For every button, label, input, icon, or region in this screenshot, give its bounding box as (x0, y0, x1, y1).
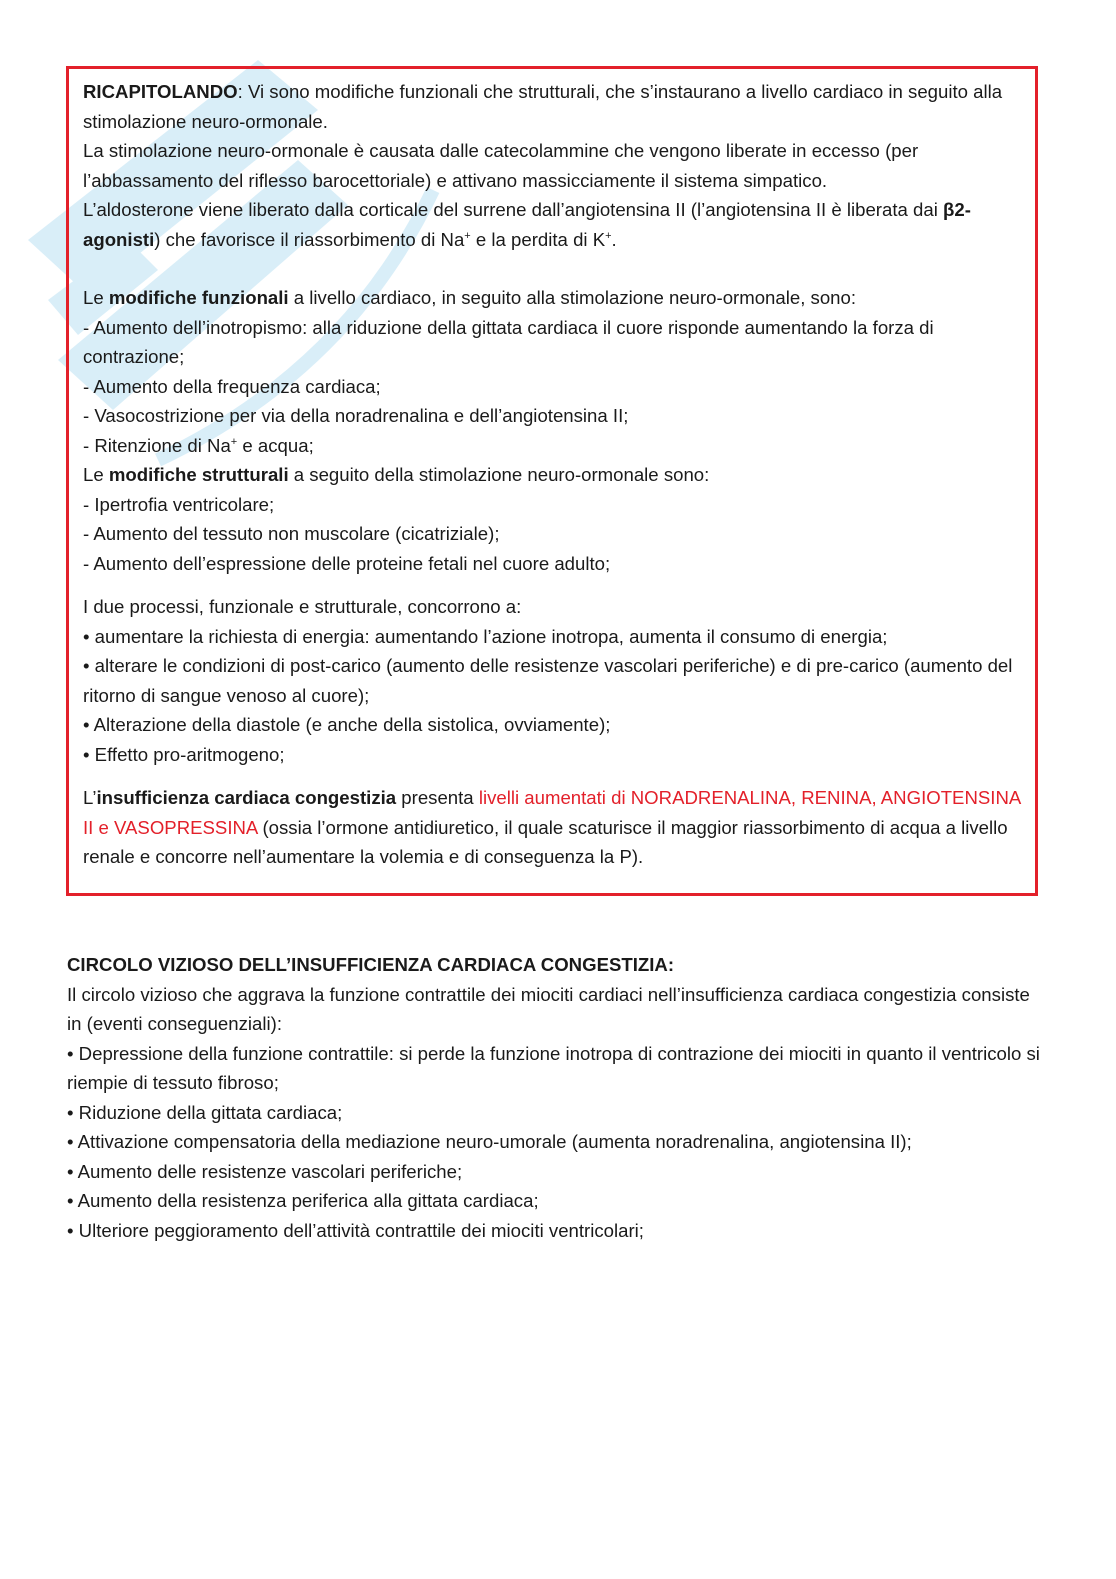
list-item: • Alterazione della diastole (e anche della sistolica, ovviamente); (83, 714, 611, 735)
icc-paragraph: L’insufficienza cardiaca congestizia presenta livelli aumentati di NORADRENALINA, RENINA, ANGIOTENSINA II e VASOPRESSINA (ossia l’ormone antidiuretico, il quale scaturisce il maggior riassorbimento di acqua a livello renale e concorre nell’aumentare la volemia e di conseguenza la P). (83, 787, 1021, 867)
list-item: • Ulteriore peggioramento dell’attività contrattile dei miociti ventricolari; (67, 1219, 644, 1241)
recap-paragraph-2: La stimolazione neuro-ormonale è causata dalle catecolammine che vengono liberate in eccesso (per l’abbassamento del riflesso barocettoriale) e attivano massicciamente il sistema simpatico. (83, 140, 919, 191)
list-item: • Attivazione compensatoria della mediazione neuro-umorale (aumenta noradrenalina, angiotensina II); (67, 1131, 912, 1152)
list-item: - Aumento della frequenza cardiaca; (83, 375, 381, 397)
list-item: - Vasocostrizione per via della noradrenalina e dell’angiotensina II; (83, 405, 629, 426)
recap-box (66, 66, 1038, 896)
list-item: - Ritenzione di Na+ e acqua; (83, 434, 314, 456)
list-item: • Depressione della funzione contrattile: si perde la funzione inotropa di contrazione dei miociti in quanto il ventricolo si riempie di tessuto fibroso; (67, 1042, 1040, 1093)
structural-intro: Le modifiche strutturali a seguito della stimolazione neuro-ormonale sono: (83, 464, 710, 485)
icc-highlight: livelli aumentati di NORADRENALINA, RENINA, ANGIOTENSINA II e VASOPRESSINA (83, 787, 1021, 838)
list-item: • Riduzione della gittata cardiaca; (67, 1101, 343, 1123)
vicious-circle-section (67, 950, 1047, 1245)
list-item: • alterare le condizioni di post-carico (aumento delle resistenze vascolari periferiche) e di pre-carico (aumento del ritorno di sangue venoso al cuore); (83, 655, 1013, 706)
recap-label: RICAPITOLANDO (83, 81, 238, 102)
functional-intro: Le modifiche funzionali a livello cardiaco, in seguito alla stimolazione neuro-ormonale, sono: (83, 287, 857, 308)
list-item: • Effetto pro-aritmogeno; (83, 743, 285, 765)
recap-paragraph-3: L’aldosterone viene liberato dalla corticale del surrene dall’angiotensina II (l’angiotensina II è liberata dai β2-agonisti) che favorisce il riassorbimento di Na+ e la perdita di K+. (83, 199, 971, 250)
list-item: - Aumento dell’inotropismo: alla riduzione della gittata cardiaca il cuore risponde aumentando la forza di contrazione; (83, 316, 934, 367)
processes-intro: I due processi, funzionale e strutturale, concorrono a: (83, 596, 522, 617)
list-item: - Ipertrofia ventricolare; (83, 493, 275, 515)
list-item: • Aumento della resistenza periferica alla gittata cardiaca; (67, 1190, 539, 1211)
list-item: • Aumento delle resistenze vascolari periferiche; (67, 1160, 463, 1182)
list-item: • aumentare la richiesta di energia: aumentando l’azione inotropa, aumenta il consumo di energia; (83, 625, 888, 647)
list-item: - Aumento del tessuto non muscolare (cicatriziale); (83, 523, 500, 544)
section-intro: Il circolo vizioso che aggrava la funzione contrattile dei miociti cardiaci nell’insufficienza cardiaca congestizia consiste in (eventi conseguenziali): (67, 983, 1030, 1034)
section-heading: CIRCOLO VIZIOSO DELL’INSUFFICIENZA CARDIACA CONGESTIZIA: (67, 954, 675, 975)
recap-paragraph-1: RICAPITOLANDO: Vi sono modifiche funzionali che strutturali, che s’instaurano a livello cardiaco in seguito alla stimolazione neuro-ormonale. (83, 81, 1003, 132)
list-item: - Aumento dell’espressione delle proteine fetali nel cuore adulto; (83, 552, 611, 574)
